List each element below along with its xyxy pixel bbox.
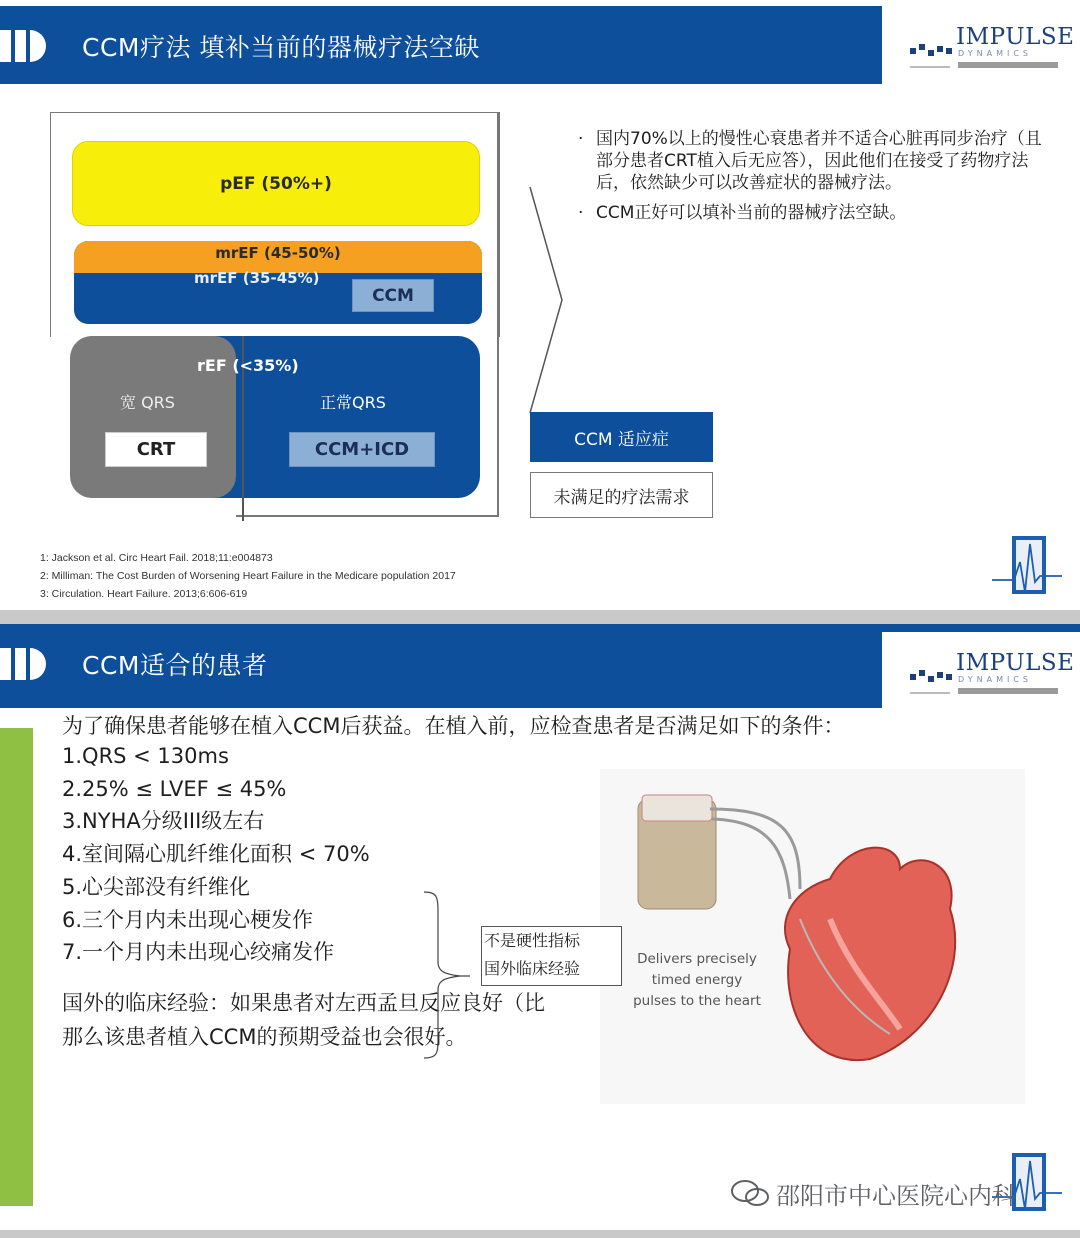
mref-lower-label: mrEF (35-45%) xyxy=(194,269,320,287)
slide-ccm-therapy-gap xyxy=(0,0,1080,610)
heart-illustration xyxy=(600,769,1025,1104)
clinical-line: 那么该患者植入CCM的预期受益也会很好。 xyxy=(62,1025,467,1049)
slide-header xyxy=(0,6,1080,84)
caption-line: Delivers precisely xyxy=(637,951,757,967)
clinical-experience xyxy=(62,986,602,1054)
criteria-item: 6.三个月内未出现心梗发作 xyxy=(62,907,314,932)
logo-bar xyxy=(958,688,1058,694)
header-bars-icon xyxy=(0,30,48,62)
criteria-item: 4.室间隔心肌纤维化面积 < 70% xyxy=(62,842,370,867)
pef-block: pEF (50%+) xyxy=(72,141,480,226)
caption-line: pulses to the heart xyxy=(633,993,761,1009)
criteria-item: 1.QRS < 130ms xyxy=(62,744,229,768)
ccm-indication-box: CCM 适应症 xyxy=(530,412,713,462)
crt-box: CRT xyxy=(105,432,207,467)
diagram-frame-right xyxy=(497,112,499,517)
accent-bar xyxy=(0,728,33,1206)
brace-icon xyxy=(420,890,470,1060)
mref-upper-label: mrEF (45-50%) xyxy=(215,244,341,262)
clinical-line: 国外的临床经验：如果患者对左西孟旦反应良好（比 xyxy=(62,991,545,1015)
criteria-item: 5.心尖部没有纤维化 xyxy=(62,874,251,899)
wechat-icon xyxy=(730,1178,770,1208)
caption-line: timed energy xyxy=(651,972,743,988)
intro-text: 为了确保患者能够在植入CCM后获益。在植入前，应检查患者是否满足如下的条件： xyxy=(62,714,845,738)
slide-header xyxy=(0,624,1080,708)
logo-text: IMPULSE xyxy=(956,24,1075,50)
bullet-item: · 国内70%以上的慢性心衰患者并不适合心脏再同步治疗（且部分患者CRT植入后无应答），因此他们在接受了药物疗法后，依然缺少可以改善症状的器械疗法。 xyxy=(576,128,1056,194)
diagram-frame-bottom xyxy=(236,515,499,517)
heart-caption xyxy=(622,949,772,1012)
logo-text: IMPULSE xyxy=(956,650,1075,676)
ref-label: rEF (<35%) xyxy=(197,356,299,375)
chevron-right-icon xyxy=(528,185,568,415)
reference-item: 1: Jackson et al. Circ Heart Fail. 2018;11:e004873 xyxy=(40,552,273,564)
logo-subtext: DYNAMICS xyxy=(958,675,1032,684)
bullet-item: · CCM正好可以填补当前的器械疗法空缺。 xyxy=(576,202,1056,224)
unmet-need-box: 未满足的疗法需求 xyxy=(530,472,713,518)
criteria-item: 3.NYHA分级III级左右 xyxy=(62,809,265,834)
logo-tagline xyxy=(910,66,950,68)
slide-ccm-suitable-patients xyxy=(0,624,1080,1230)
slide-title: CCM适合的患者 xyxy=(82,651,268,680)
criteria-list xyxy=(62,740,370,969)
impulse-logo xyxy=(882,6,1080,84)
logo-tagline xyxy=(910,692,950,694)
bullet-list xyxy=(576,128,1056,232)
note-line: 国外临床经验 xyxy=(484,959,581,978)
ccm-tag: CCM xyxy=(352,279,434,312)
impulse-logo xyxy=(882,632,1080,708)
note-box xyxy=(481,926,622,986)
ccm-icd-box: CCM+ICD xyxy=(289,432,435,467)
note-line: 不是硬性指标 xyxy=(484,931,581,950)
heart-device-icon xyxy=(600,769,1025,1104)
reference-item: 2: Milliman: The Cost Burden of Worsening Heart Failure in the Medicare population 2017 xyxy=(40,570,456,582)
wide-qrs-label: 宽 QRS xyxy=(120,393,175,412)
normal-qrs-label: 正常QRS xyxy=(320,393,386,412)
watermark-text: 邵阳市中心医院心内科 xyxy=(776,1182,1016,1210)
header-bars-icon xyxy=(0,648,48,680)
ecg-logo-icon xyxy=(992,532,1062,602)
slide-title: CCM疗法 填补当前的器械疗法空缺 xyxy=(82,33,480,62)
logo-subtext: DYNAMICS xyxy=(958,49,1032,58)
reference-item: 3: Circulation. Heart Failure. 2013;6:606-619 xyxy=(40,588,248,600)
criteria-item: 7.一个月内未出现心绞痛发作 xyxy=(62,940,335,965)
logo-bar xyxy=(958,62,1058,68)
references xyxy=(40,549,456,603)
mref-block xyxy=(74,241,482,324)
criteria-item: 2.25% ≤ LVEF ≤ 45% xyxy=(62,776,287,801)
